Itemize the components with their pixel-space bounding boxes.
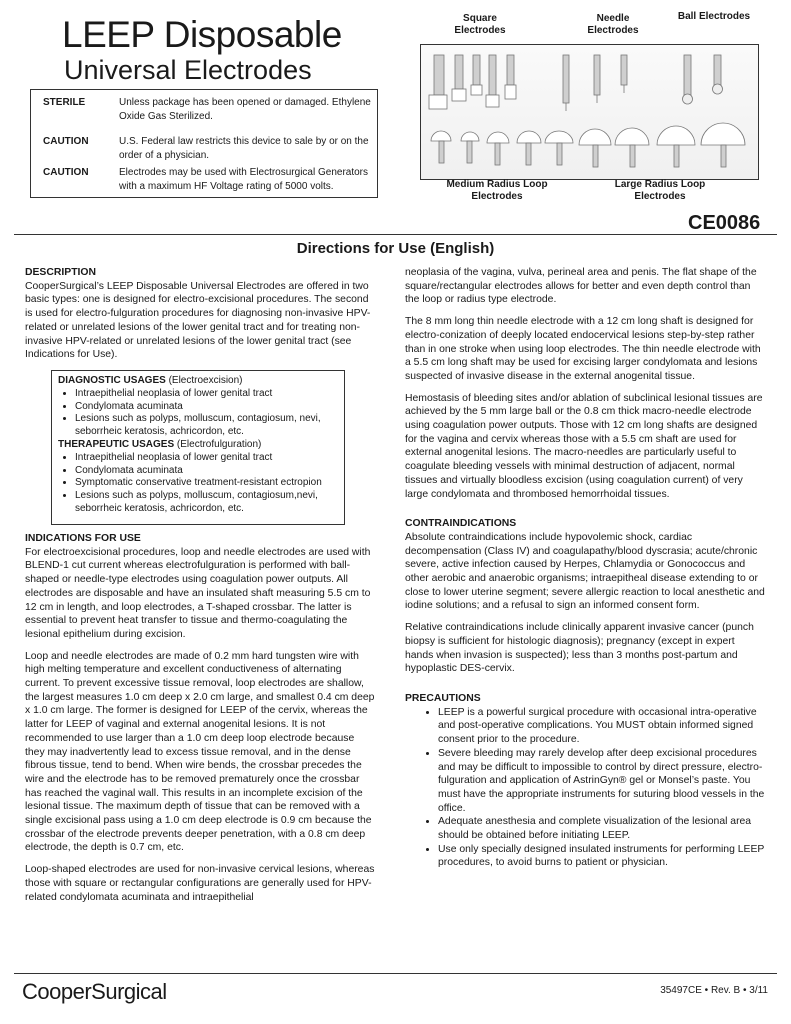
list-item: • Condylomata acuminata [75, 401, 338, 414]
document-code: 35497CE • Rev. B • 3/11 [660, 985, 768, 996]
usages-box [51, 370, 345, 525]
warning-text: U.S. Federal law restricts this device to sale by or on the order of a physician. [119, 136, 369, 161]
indications-paragraph: Loop and needle electrodes are made of 0.2 mm hard tungsten wire with high melting temperature and excellent conductiveness of alternating current. To prevent excessive tissue removal, loop electrodes are shallow, the largest measures 1.0 cm deep x 2.0 cm large, and smallest 0.4 cm deep x 1.0 cm large. The former is designed for LEEP of the cervix, whereas the latter for LEEP of vaginal and external anogenital lesions. It is not recommended to use larger than a 1.0 cm deep loop electrode because they may inadvertently lead to excess tissue removal, and in the dense fibrous tissue, tend to bend. When wire bends, the crossbar precedes the wire and the electrode has to be removed prematurely once the crossbar has reached the vaginal wall. This results in an incomplete excision of the lesional tissue. The maximum depth of tissue that can be removed with a single excisional pass using a 1.0 cm deep electrode is 0.9 cm because the crossbar of the electrode prevents deeper penetration, with a 0.8 cm deep electrode, the depth is 0.7 cm, etc. [25, 650, 375, 854]
body-paragraph: neoplasia of the vagina, vulva, perineal area and penis. The flat shape of the square/rectangular electrodes allows for better and even depth control than the loop or radius type electrode. [405, 267, 757, 306]
therapeutic-usages-sub: (Electrofulguration) [176, 438, 262, 450]
description-heading: DESCRIPTION [25, 267, 97, 278]
precautions-list [405, 706, 765, 870]
list-item: • Lesions such as polyps, molluscum, contagiosum,nevi, seborrheic keratosis, achricordon, etc. [75, 490, 338, 516]
document-title: LEEP Disposable [62, 14, 342, 55]
list-item: • Use only specially designed insulated instruments for performing LEEP procedures, to avoid burns to patient or physician. [438, 843, 765, 870]
list-item: • Severe bleeding may rarely develop after deep excisional procedures and may be difficult to impossible to control by direct pressure, electro-fulguration and application of AstrinGyn® gel or Monsel’s paste. You must have the appropriate instruments for suturing blood vessels in the office. [438, 747, 765, 816]
caption-medium-loop-electrodes: Medium Radius Loop Electrodes [446, 179, 548, 202]
caption-square-electrodes: Square Electrodes [454, 13, 506, 36]
indications-paragraph: For electroexcisional procedures, loop and needle electrodes are used with BLEND-1 cut current whereas electrofulguration is performed with ball-shaped or needle-type electrodes using coagulation power outputs. All electrodes are disposable and have an insulated shaft measuring 5.5 cm to 12 cm in length, and loop electrodes, a T-shaped crossbar. The latter is essential to prevent heat transfer to tissue and thermo-coagulating the lesional epithelium during excision. [25, 546, 371, 640]
caption-needle-electrodes: Needle Electrodes [587, 13, 639, 36]
contraindications-heading: CONTRAINDICATIONS [405, 518, 517, 530]
diagnostic-usages-heading: DIAGNOSTIC USAGES [58, 375, 166, 386]
indications-paragraph: Loop-shaped electrodes are used for non-invasive cervical lesions, whereas those with square or rectangular configurations are generally used for HPV-related condylomata acuminata and intraepithelial [25, 864, 375, 903]
left-column [25, 266, 375, 370]
warning-text: Unless package has been opened or damaged. Ethylene Oxide Gas Sterilized. [119, 97, 371, 122]
therapeutic-usages-list [58, 452, 338, 516]
company-logo: CooperSurgical [22, 979, 167, 1004]
caption-large-loop-electrodes: Large Radius Loop Electrodes [614, 179, 706, 202]
list-item: • Adequate anesthesia and complete visualization of the lesional area should be obtained before initiating LEEP. [438, 815, 765, 842]
section-divider [14, 234, 777, 235]
therapeutic-usages-heading: THERAPEUTIC USAGES [58, 438, 175, 450]
warning-text: Electrodes may be used with Electrosurgical Generators with a maximum HF Voltage rating of 5000 volts. [119, 167, 369, 192]
caption-ball-electrodes: Ball Electrodes [677, 11, 751, 22]
diagnostic-usages-sub: (Electroexcision) [168, 375, 243, 386]
list-item: • Condylomata acuminata [75, 465, 338, 478]
list-item: • Lesions such as polyps, molluscum, contagiosum, nevi, seborrheic keratosis, achricordon, etc. [75, 413, 338, 439]
precautions-heading: PRECAUTIONS [405, 692, 481, 704]
list-item: • Intraepithelial neoplasia of lower genital tract [75, 452, 338, 465]
list-item: • Symptomatic conservative treatment-resistant ectropion [75, 477, 338, 490]
indications-heading: INDICATIONS FOR USE [25, 533, 141, 544]
electrode-illustration [420, 44, 759, 180]
diagnostic-usages-list [58, 388, 338, 439]
right-column [405, 266, 765, 870]
description-text: CooperSurgical’s LEEP Disposable Universal Electrodes are offered in two basic types: one is designed for electro-excisional procedures. The second is used for electro-fulguration procedures for diagnosing non-invasive HPV-related or unrelated lesions of the lower genital tract and for treating non-invasive HPV-related or unrelated lesions of the lower genital tract (see Indications for Use). [25, 280, 371, 361]
indications-section [25, 532, 375, 912]
document-subtitle: Universal Electrodes [64, 55, 312, 85]
warning-label: CAUTION [43, 167, 89, 178]
electrodes-drawing [421, 45, 758, 179]
footer-divider [14, 973, 777, 974]
list-item: • Intraepithelial neoplasia of lower genital tract [75, 388, 338, 401]
contraindications-paragraph: Relative contraindications include clinically apparent invasive cancer (punch biopsy is sufficient for histologic diagnosis); pregnancy (except in expert hands when invasion is suspected); less than 3 months post-partum and hypoplastic DES-cervix. [405, 622, 754, 675]
warnings-box [30, 89, 378, 198]
body-paragraph: The 8 mm long thin needle electrode with a 12 cm long shaft is designed for electro-conization of deeply located endocervical lesions step-by-step rather than in one stroke when using loop electrodes. The thin needle electrode with a 5.5 cm long shaft may be used for excising larger condylomata and lesions suspected of invasive disease in the external anogenital tissue. [405, 316, 761, 382]
warning-label: CAUTION [43, 136, 89, 147]
contraindications-paragraph: Absolute contraindications include hypovolemic shock, cardiac decompensation (Class IV) and coagulapathy/blood dyscrasia; acute/chronic severe, active infection caused by Herpes, Chlamydia or Gonococcus and other aerobic and anaerobic organisms; intraepitheal disease extending to or close to lower uterine segment; severe allergic reaction to local anesthetic and iodine solutions; and a refusal to sign an informed consent form. [405, 531, 765, 612]
ce-mark: CE0086 [688, 212, 761, 234]
body-paragraph: Hemostasis of bleeding sites and/or ablation of subclinical lesional tissues are achieved by the 5 mm large ball or the 0.8 cm thick macro-needle electrode using coagulation power outputs. Those with 12 cm long shafts are designed for the vagina and cervix whereas those with a 5.5 cm shaft are used for external anogenital lesions. The macro-needles are particularly useful to coagulate bleeding vessels with minimal destruction of adjacent, normal tissues and virtually bloodless excision (using coagulation current) of very large condylomata and thrombosed hemorrhoidal tissues. [405, 392, 763, 500]
list-item: • LEEP is a powerful surgical procedure with occasional intra-operative and post-operative complications. You MUST obtain informed signed consent prior to the procedure. [438, 706, 765, 747]
directions-title: Directions for Use (English) [296, 240, 495, 257]
warning-label: STERILE [43, 97, 86, 108]
